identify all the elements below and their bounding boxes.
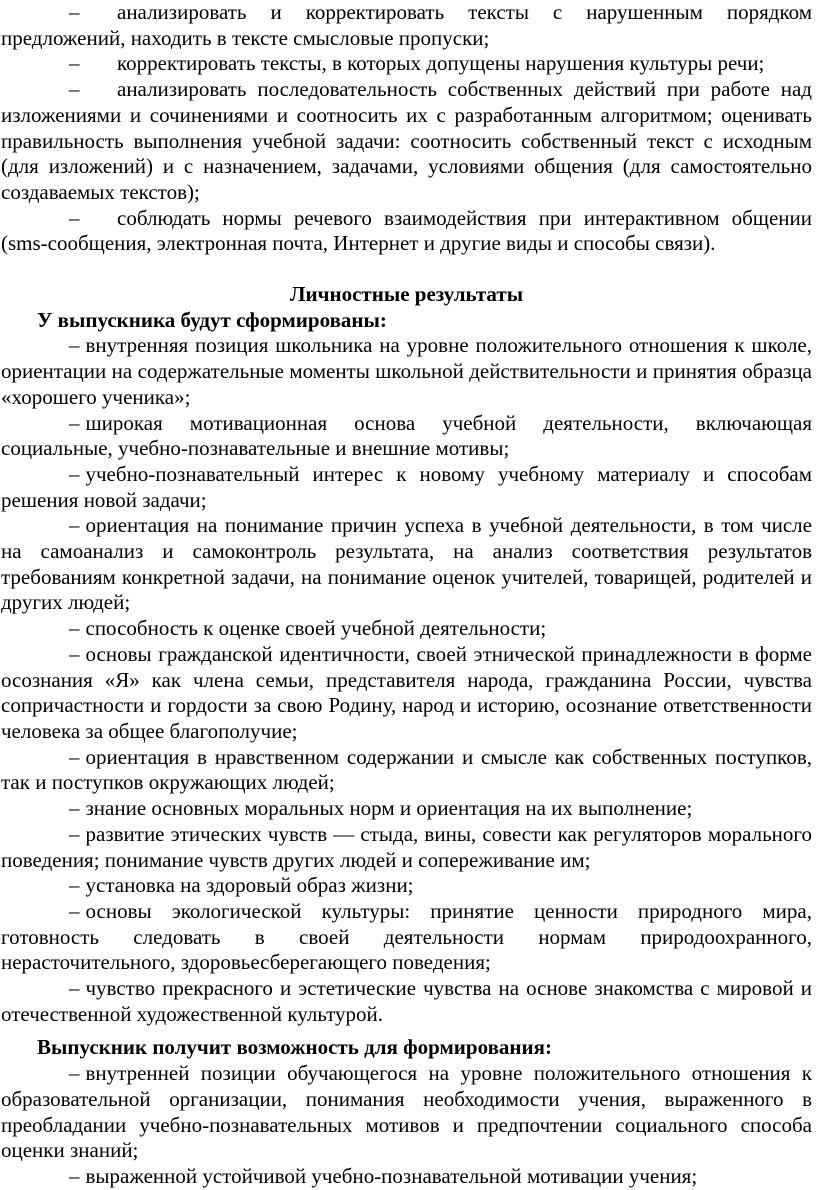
list-item-text: способность к оценке своей учебной деятельности; [85, 616, 547, 641]
list-dash: – [69, 873, 80, 898]
opportunity-results-list [1, 1061, 812, 1190]
list-item [1, 513, 812, 616]
list-dash: – [69, 51, 80, 76]
list-item-text: внутренней позиции обучающегося на уровне положительного отношения к образовательной организации, понимания необходимости учения, выраженного в преобладании учебно-познавательных мотивов и предпочтении социального способа оценки знаний; [1, 1061, 812, 1163]
list-item-text: анализировать последовательность собственных действий при работе над изложениями и сочинениями и соотносить их с разработанным алгоритмом; оценивать правильность выполнения учебной задачи: соотносить собственный текст с исходным (для изложений) и с назначением, задачами, условиями общения (для самостоятельно создаваемых текстов); [1, 77, 812, 204]
subheading-opportunity: Выпускник получит возможность для формирования: [37, 1035, 552, 1060]
list-item [1, 616, 812, 642]
list-dash: – [69, 333, 80, 358]
list-dash: – [69, 616, 80, 641]
list-item [1, 206, 812, 257]
list-item-text: основы экологической культуры: принятие ценности природного мира, готовность следовать в своей деятельности нормам природоохранного, нерасточительного, здоровьесберегающего поведения; [1, 898, 812, 975]
list-item-text: учебно-познавательный интерес к новому учебному материалу и способам решения новой задачи; [1, 461, 812, 512]
list-dash: – [69, 744, 80, 769]
list-item-text: основы гражданской идентичности, своей этнической принадлежности в форме осознания «Я» как члена семьи, представителя народа, гражданина России, чувства сопричастности и гордости за свою Родину, народ и историю, осознание ответственности человека за общее благополучие; [1, 641, 812, 743]
list-item-text: ориентация в нравственном содержании и смысле как собственных поступков, так и поступков окружающих людей; [1, 744, 812, 795]
formed-results-list [1, 333, 812, 1027]
list-item-text: ориентация на понимание причин успеха в учебной деятельности, в том числе на самоанализ и самоконтроль результата, на анализ соответствия результатов требованиям конкретной задачи, на понимание оценок учителей, товарищей, родителей и других людей; [1, 513, 812, 615]
list-item-text: развитие этических чувств — стыда, вины, совести как регуляторов морального поведения; понимание чувств других людей и сопереживание им; [1, 821, 812, 872]
list-item-text: корректировать тексты, в которых допущены нарушения культуры речи; [117, 51, 765, 76]
list-item [1, 796, 812, 822]
list-item [1, 1061, 812, 1164]
list-dash: – [69, 513, 80, 538]
list-dash: – [69, 461, 80, 486]
top-list [1, 0, 812, 257]
list-item-text: установка на здоровый образ жизни; [85, 873, 414, 898]
list-item [1, 873, 812, 899]
subheading-formed: У выпускника будут сформированы: [37, 307, 387, 332]
list-item [1, 976, 812, 1027]
list-item [1, 642, 812, 745]
list-item [1, 1164, 812, 1190]
list-item [1, 0, 812, 51]
list-dash: – [69, 898, 80, 923]
list-dash: – [69, 976, 80, 1001]
list-item [1, 745, 812, 796]
list-item-text: чувство прекрасного и эстетические чувства на основе знакомства с мировой и отечественной художественной культурой. [1, 976, 812, 1026]
list-item [1, 899, 812, 976]
list-dash: – [69, 410, 80, 435]
section-title: Личностные результаты [289, 282, 524, 307]
list-dash: – [69, 205, 80, 230]
list-dash: – [69, 1163, 80, 1188]
list-dash: – [69, 641, 80, 666]
list-item-text: анализировать и корректировать тексты с нарушенным порядком предложений, находить в тексте смысловые пропуски; [1, 0, 812, 50]
list-item [1, 77, 812, 206]
list-item-text: широкая мотивационная основа учебной деятельности, включающая социальные, учебно-познавательные и внешние мотивы; [1, 410, 812, 461]
list-dash: – [69, 796, 80, 821]
list-item [1, 333, 812, 410]
list-dash: – [69, 77, 80, 102]
list-item-text: внутренняя позиция школьника на уровне положительного отношения к школе, ориентации на содержательные моменты школьной действительности и принятия образца «хорошего ученика»; [1, 333, 812, 409]
list-item [1, 822, 812, 873]
list-item [1, 411, 812, 462]
list-item-text: соблюдать нормы речевого взаимодействия при интерактивном общении (sms-сообщения, электронная почта, Интернет и другие виды и способы связи). [1, 205, 812, 256]
list-item [1, 51, 812, 77]
list-dash: – [69, 0, 80, 24]
list-item-text: знание основных моральных норм и ориентация на их выполнение; [85, 796, 693, 821]
list-dash: – [69, 821, 80, 846]
list-item-text: выраженной устойчивой учебно-познавательной мотивации учения; [85, 1163, 698, 1188]
list-dash: – [69, 1061, 80, 1086]
list-item [1, 462, 812, 513]
